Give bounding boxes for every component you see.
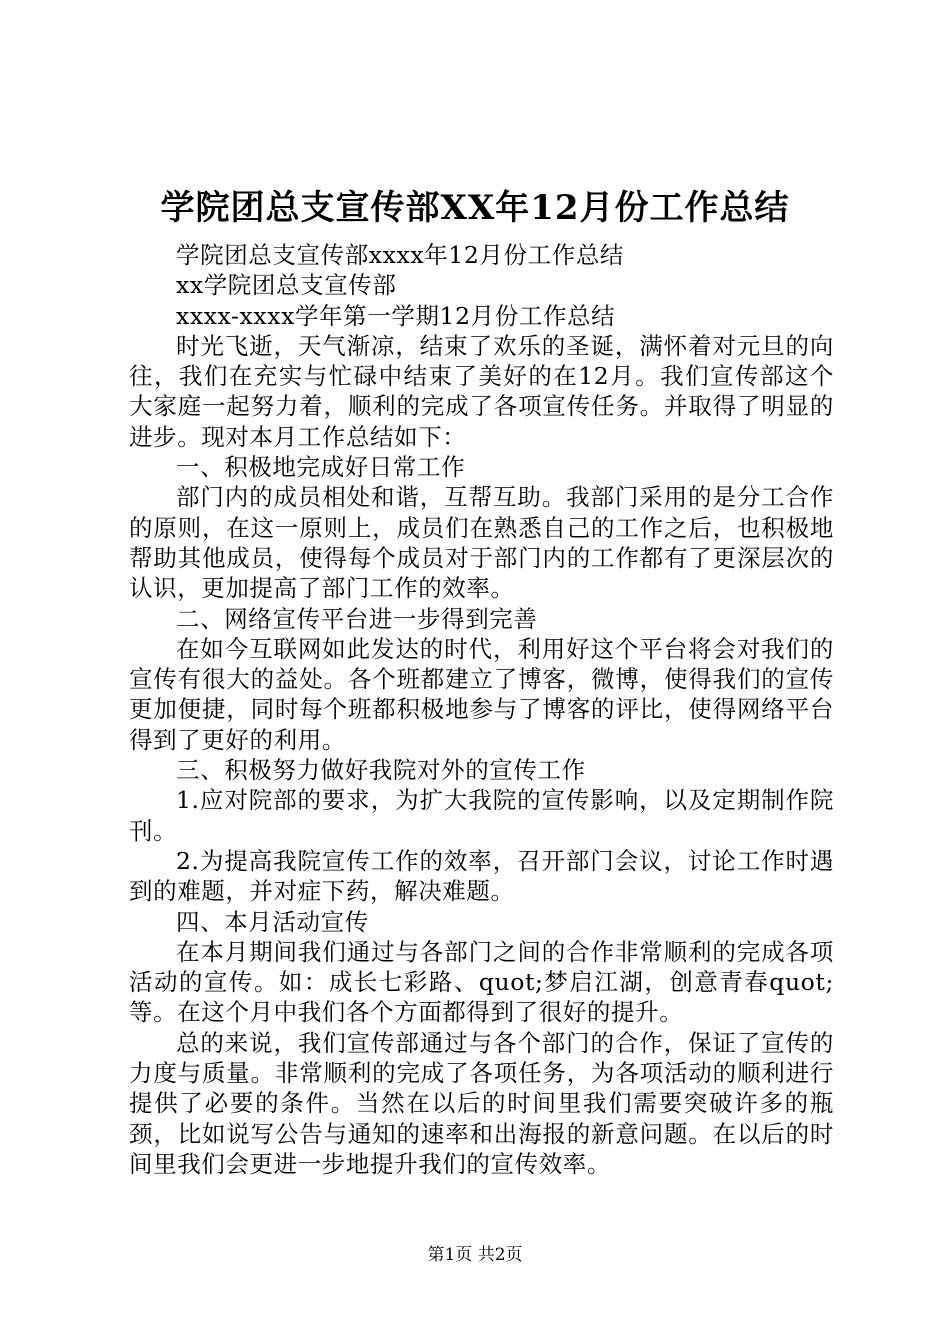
paragraph-item-2: 2.为提高我院宣传工作的效率，召开部门会议，讨论工作时遇到的难题，并对症下药，解决难题。 xyxy=(129,846,834,906)
section-heading-3: 三、积极努力做好我院对外的宣传工作 xyxy=(176,756,586,785)
paragraph-intro: 时光飞逝，天气渐凉，结束了欢乐的圣诞，满怀着对元旦的向往，我们在充实与忙碌中结束了美好的在12月。我们宣传部这个大家庭一起努力着，顺利的完成了各项宣传任务。并取得了明显的进步。现对本月工作总结如下： xyxy=(129,331,834,451)
paragraph-semester: xxxx-xxxx学年第一学期12月份工作总结 xyxy=(176,301,616,330)
paragraph-item-1: 1.应对院部的要求，为扩大我院的宣传影响，以及定期制作院刊。 xyxy=(129,786,834,845)
document-body xyxy=(129,240,834,1179)
section-heading-1: 一、积极地完成好日常工作 xyxy=(176,453,466,482)
section-heading-2: 二、网络宣传平台进一步得到完善 xyxy=(176,604,538,633)
page-footer: 第1页 共2页 xyxy=(427,1245,523,1265)
paragraph-header-line: 学院团总支宣传部xxxx年12月份工作总结 xyxy=(176,241,625,269)
document-title: 学院团总支宣传部XX年12月份工作总结 xyxy=(160,188,790,228)
paragraph-department: xx学院团总支宣传部 xyxy=(176,271,397,300)
paragraph-section-1: 部门内的成员相处和谐，互帮互助。我部门采用的是分工合作的原则，在这一原则上，成员们在熟悉自己的工作之后，也积极地帮助其他成员，使得每个成员对于部门内的工作都有了更深层次的认识，更加提高了部门工作的效率。 xyxy=(129,483,834,603)
section-heading-4: 四、本月活动宣传 xyxy=(176,907,369,936)
paragraph-section-2: 在如今互联网如此发达的时代，利用好这个平台将会对我们的宣传有很大的益处。各个班都建立了博客，微博，使得我们的宣传更加便捷，同时每个班都积极地参与了博客的评比，使得网络平台得到了更好的利用。 xyxy=(129,634,834,754)
paragraph-conclusion: 总的来说，我们宣传部通过与各个部门的合作，保证了宣传的力度与质量。非常顺利的完成了各项任务，为各项活动的顺利进行提供了必要的条件。当然在以后的时间里我们需要突破许多的瓶颈，比如说写公告与通知的速率和出海报的新意问题。在以后的时间里我们会更进一步地提升我们的宣传效率。 xyxy=(129,1028,834,1178)
paragraph-section-4: 在本月期间我们通过与各部门之间的合作非常顺利的完成各项活动的宣传。如：成长七彩路、quot;梦启江湖，创意青春quot;等。在这个月中我们各个方面都得到了很好的提升。 xyxy=(129,937,834,1027)
